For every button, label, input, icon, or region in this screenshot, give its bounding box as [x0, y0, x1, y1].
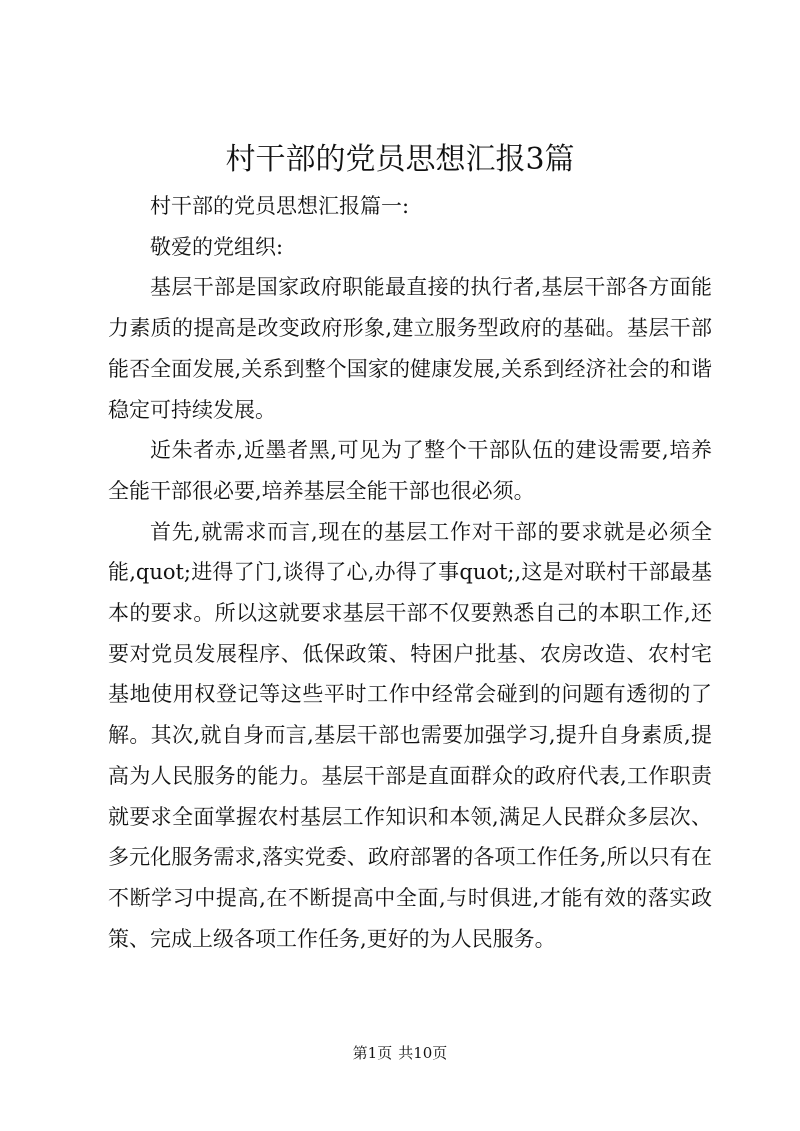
paragraph: 首先,就需求而言,现在的基层工作对干部的要求就是必须全能,quot;进得了门,谈得了心,办得了事quot;,这是对联村干部最基本的要求。所以这就要求基层干部不仅要熟悉自己的本职工作,还要对党员发展程序、低保政策、特困户批基、农房改造、农村宅基地使用权登记等这些平时工作中经常会碰到的问题有透彻的了解。其次,就自身而言,基层干部也需要加强学习,提升自身素质,提高为人民服务的能力。基层干部是直面群众的政府代表,工作职责就要求全面掌握农村基层工作知识和本领,满足人民群众多层次、多元化服务需求,落实党委、政府部署的各项工作任务,所以只有在不断学习中提高,在不断提高中全面,与时俱进,才能有效的落实政策、完成上级各项工作任务,更好的为人民服务。	[108, 519, 712, 951]
document-title: 村干部的党员思想汇报3篇	[225, 142, 575, 177]
page-number: 第1页	[352, 1044, 393, 1062]
paragraph: 近朱者赤,近墨者黑,可见为了整个干部队伍的建设需要,培养全能干部很必要,培养基层全能干部也很必须。	[108, 438, 712, 503]
paragraph-heading: 村干部的党员思想汇报篇一:	[150, 194, 410, 218]
document-body	[108, 186, 712, 959]
paragraph: 基层干部是国家政府职能最直接的执行者,基层干部各方面能力素质的提高是改变政府形象,建立服务型政府的基础。基层干部能否全面发展,关系到整个国家的健康发展,关系到经济社会的和谐稳定可持续发展。	[108, 275, 712, 422]
page-footer	[0, 1043, 800, 1063]
page-total: 共10页	[398, 1044, 448, 1062]
paragraph-salutation: 敬爱的党组织:	[150, 234, 284, 259]
